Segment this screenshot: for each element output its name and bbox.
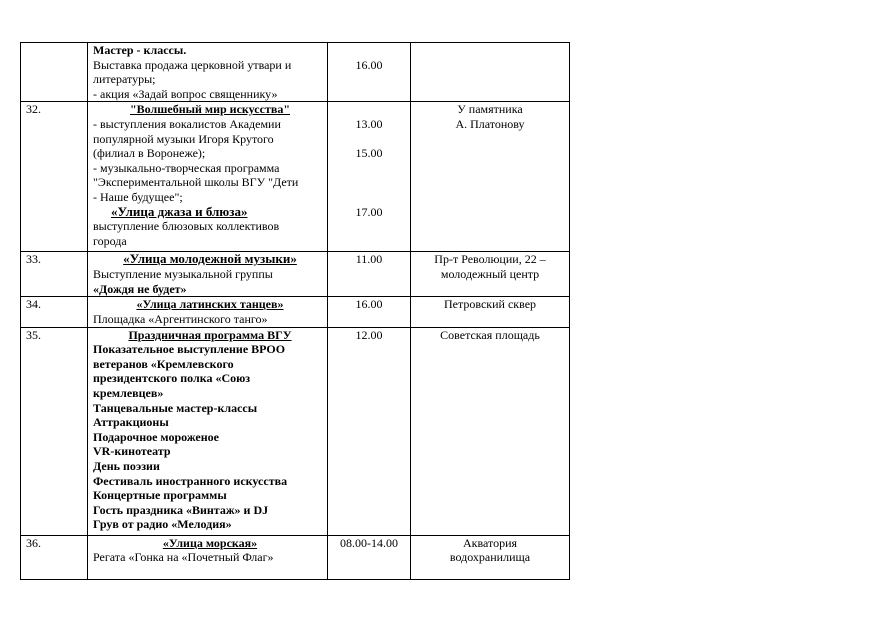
event-line: Показательное выступление ВРОО [93,342,286,357]
event-schedule-table [20,42,570,580]
event-description [88,43,328,102]
place-line: водохранилища [449,550,531,565]
event-line: - Наше будущее"; [93,189,183,204]
event-place [411,102,570,252]
event-line: Аттракционы [93,415,169,430]
event-description [88,252,328,297]
event-time [328,43,411,102]
event-line: Концертные программы [93,488,227,503]
row-number: 32. [21,102,88,252]
event-description [88,327,328,535]
event-line: Танцевальные мастер-классы [93,400,258,415]
event-line: Выставка продажа церковной утвари и [93,57,292,72]
place-line: А. Платонову [455,116,525,131]
event-place [411,252,570,297]
event-place [411,535,570,579]
table-row [21,297,570,327]
event-line: Гость праздника «Винтаж» и DJ [93,502,269,517]
event-place [411,297,570,327]
event-line: президентского полка «Союз [93,371,251,386]
row-number [21,43,88,102]
table-row [21,535,570,579]
event-title: «Улица морская» [162,535,258,550]
event-time [328,297,411,327]
event-title: Праздничная программа ВГУ [128,327,292,342]
event-line: Площадка «Аргентинского танго» [93,311,268,326]
event-line: Грув от радио «Мелодия» [93,517,232,532]
event-line: Фестиваль иностранного искусства [93,473,288,488]
event-line: выступление блюзовых коллективов [93,219,280,234]
table-row [21,327,570,535]
event-line: День поэзии [93,458,160,473]
time-value: 12.00 [355,327,383,342]
event-line: литературы; [93,72,156,87]
event-line: "Экспериментальной школы ВГУ "Дети [93,175,299,190]
event-place [411,327,570,535]
event-line: - музыкально-творческая программа [93,160,280,175]
time-value: 16.00 [355,297,383,312]
row-number: 35. [21,327,88,535]
event-line: Выступление музыкальной группы [93,266,273,281]
table-row [21,252,570,297]
place-line: Советская площадь [440,327,540,342]
time-value: 11.00 [355,252,383,267]
row-number: 33. [21,252,88,297]
time-value: 17.00 [355,204,383,219]
event-line: VR-кинотеатр [93,444,171,459]
row-number: 36. [21,535,88,579]
event-line: «Дождя не будет» [93,281,187,296]
event-title: «Улица латинских танцев» [136,297,284,312]
event-time [328,327,411,535]
event-description [88,535,328,579]
table-row [21,43,570,102]
event-subtitle: «Улица джаза и блюза» [111,203,248,219]
event-time [328,102,411,252]
time-value [328,43,410,58]
event-time [328,535,411,579]
event-title: "Волшебный мир искусства" [130,102,290,117]
row-number: 34. [21,297,88,327]
event-line: - акция «Задай вопрос священнику» [93,86,278,101]
schedule-table-container [20,42,570,580]
place-line: молодежный центр [440,266,540,281]
time-value: 15.00 [355,146,383,161]
table-row [21,102,570,252]
event-description [88,297,328,327]
event-line: кремлевцев» [93,385,164,400]
event-line: Мастер - классы. [93,43,187,57]
time-value: 13.00 [355,116,383,131]
event-line: Регата «Гонка на «Почетный Флаг» [93,550,274,565]
event-title: «Улица молодежной музыки» [123,251,297,267]
time-value: 16.00 [355,57,383,72]
time-value: 08.00-14.00 [340,535,398,550]
event-line: ветеранов «Кремлевского [93,356,234,371]
event-time [328,252,411,297]
event-line: Подарочное мороженое [93,429,219,444]
event-line: популярной музыки Игоря Крутого [93,131,274,146]
place-line: У памятника [457,102,523,117]
event-description [88,102,328,252]
event-line: (филиал в Воронеже); [93,146,206,161]
event-line: - выступления вокалистов Академии [93,116,281,131]
event-place [411,43,570,102]
place-line: Пр-т Революции, 22 – [434,252,546,267]
place-line: Акватория [462,535,518,550]
place-line: Петровский сквер [443,297,537,312]
event-line: города [93,233,127,248]
